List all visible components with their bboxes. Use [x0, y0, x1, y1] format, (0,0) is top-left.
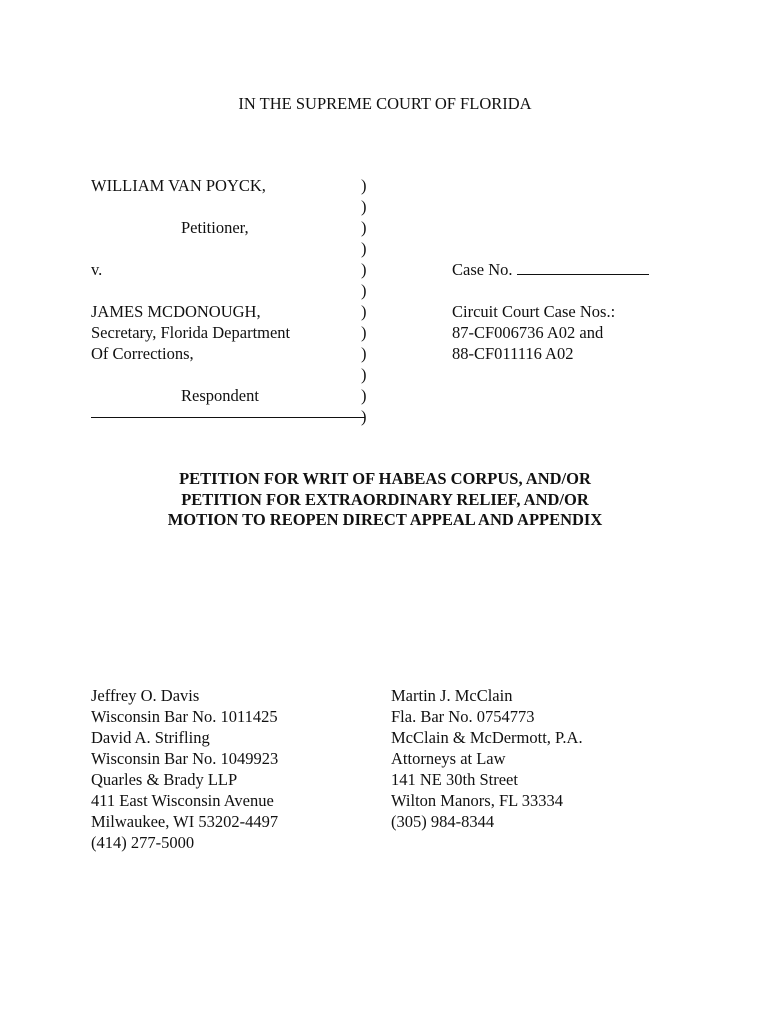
caption-paren: )	[361, 260, 367, 279]
circuit-case-number-2: 88-CF011116 A02	[452, 344, 574, 363]
counsel-left-line: 411 East Wisconsin Avenue	[91, 791, 274, 810]
counsel-block-right	[391, 685, 583, 832]
counsel-right-line: (305) 984-8344	[391, 812, 495, 831]
counsel-right-line: Wilton Manors, FL 33334	[391, 791, 563, 810]
caption-paren: )	[361, 302, 367, 321]
case-number-row	[452, 259, 712, 280]
case-number-label: Case No.	[452, 260, 513, 279]
caption-paren: )	[361, 407, 367, 426]
respondent-title-line-2: Of Corrections,	[91, 344, 194, 363]
caption-paren: )	[361, 344, 367, 363]
petitioner-role: Petitioner,	[181, 218, 249, 237]
document-heading	[0, 469, 770, 531]
caption-paren: )	[361, 323, 367, 342]
caption-paren-column	[361, 175, 375, 427]
counsel-left-line: Milwaukee, WI 53202-4497	[91, 812, 279, 831]
counsel-right-line: 141 NE 30th Street	[391, 770, 518, 789]
caption-paren: )	[361, 218, 367, 237]
counsel-right-line: McClain & McDermott, P.A.	[391, 728, 583, 747]
caption-paren: )	[361, 386, 367, 405]
caption-paren: )	[361, 239, 367, 258]
circuit-case-number-1: 87-CF006736 A02 and	[452, 323, 604, 342]
caption-paren: )	[361, 176, 367, 195]
caption-paren: )	[361, 197, 367, 216]
document-heading-line-3: MOTION TO REOPEN DIRECT APPEAL AND APPENDIX	[167, 510, 603, 529]
petitioner-name: WILLIAM VAN POYCK,	[91, 176, 266, 195]
counsel-left-line: David A. Strifling	[91, 728, 210, 747]
counsel-left-line: Jeffrey O. Davis	[91, 686, 200, 705]
respondent-title-line-1: Secretary, Florida Department	[91, 323, 291, 342]
counsel-right-line: Martin J. McClain	[391, 686, 513, 705]
counsel-right-line: Fla. Bar No. 0754773	[391, 707, 535, 726]
court-title: IN THE SUPREME COURT OF FLORIDA	[238, 94, 532, 113]
case-caption-parties	[91, 175, 371, 418]
counsel-left-line: Quarles & Brady LLP	[91, 770, 238, 789]
document-heading-line-1: PETITION FOR WRIT OF HABEAS CORPUS, AND/OR	[179, 469, 591, 488]
circuit-case-label: Circuit Court Case Nos.:	[452, 302, 616, 321]
versus-label: v.	[91, 260, 103, 279]
counsel-left-line: (414) 277-5000	[91, 833, 195, 852]
case-number-blank	[517, 259, 649, 275]
respondent-role: Respondent	[181, 386, 259, 405]
document-heading-line-2: PETITION FOR EXTRAORDINARY RELIEF, AND/OR	[181, 489, 589, 509]
respondent-name: JAMES MCDONOUGH,	[91, 302, 261, 321]
caption-paren: )	[361, 365, 367, 384]
counsel-right-line: Attorneys at Law	[391, 749, 506, 768]
counsel-left-line: Wisconsin Bar No. 1049923	[91, 749, 279, 768]
case-info	[452, 259, 712, 364]
caption-paren: )	[361, 281, 367, 300]
counsel-left-line: Wisconsin Bar No. 1011425	[91, 707, 278, 726]
counsel-block-left	[91, 685, 278, 853]
caption-signature-rule	[91, 417, 365, 418]
